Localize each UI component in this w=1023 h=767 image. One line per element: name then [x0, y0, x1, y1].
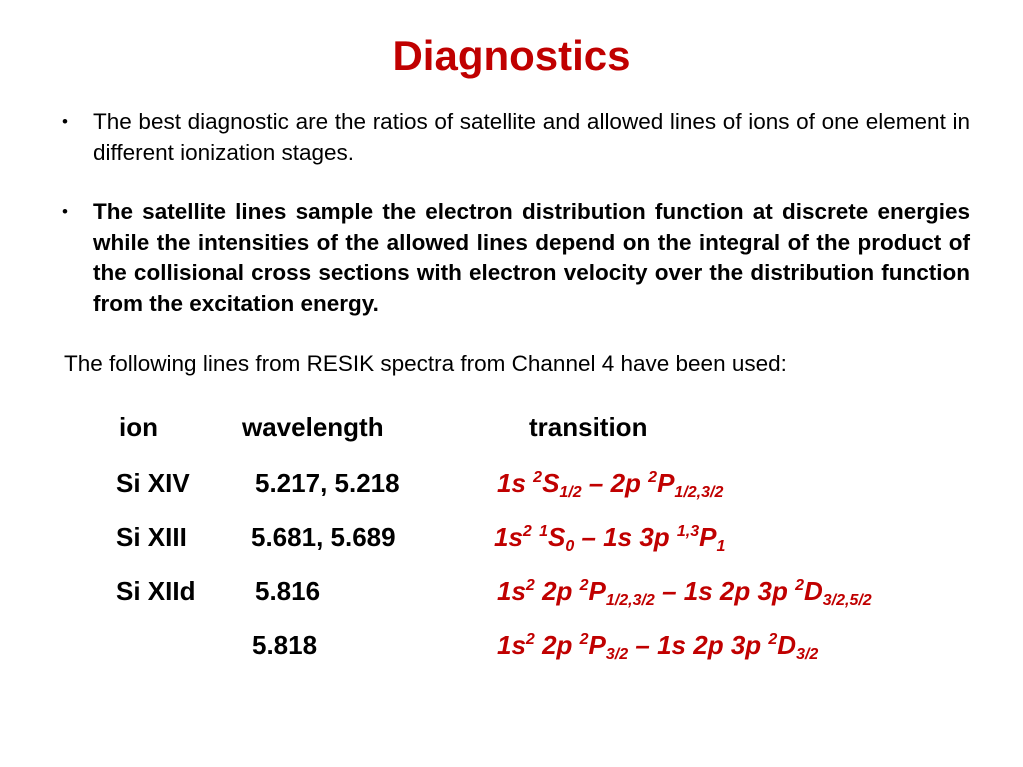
- wavelength-cell-3: 5.816: [255, 576, 321, 606]
- bullet-item-2: [62, 197, 970, 319]
- transition-cell-3: [497, 575, 872, 607]
- ion-cell-2: Si XIII: [116, 522, 187, 552]
- wavelength-cell-1: 5.217, 5.218: [255, 468, 400, 498]
- intro-text: The following lines from RESIK spectra from Channel 4 have been used:: [64, 351, 787, 376]
- slide-title: Diagnostics: [392, 32, 631, 79]
- ion-cell-3: Si XIId: [116, 576, 196, 606]
- transition-cell-2: [494, 521, 725, 553]
- wavelength-cell-4: 5.818: [252, 630, 318, 660]
- transition-text-3: $1s^2$ 2p $^2P_{1/2,3/2} - 1s$ 2p 3p $^2D_{3/2,5/2}$: [497, 576, 872, 609]
- bullet-text-2: The satellite lines sample the electron distribution function at discrete energies while the intensities of the allowed lines depend on the integral of the product of the collisional cross sections with electron velocity over the distribution function from the excitation energy.: [93, 199, 970, 316]
- header-wavelength: wavelength: [242, 412, 384, 442]
- wavelength-cell-2: 5.681, 5.689: [251, 522, 396, 552]
- bullet-marker: •: [62, 202, 68, 221]
- transition-text-1: 1s $^2S_{1/2} - 2p$ $^2P_{1/2,3/2}$: [497, 468, 724, 501]
- bullet-item-1: [62, 107, 970, 168]
- header-transition: transition: [529, 412, 648, 442]
- ion-cell-1: Si XIV: [116, 468, 190, 498]
- header-ion: ion: [119, 412, 158, 442]
- transition-text-4: $1s^2$ 2p $^2P_{3/2} - 1s$ 2p 3p $^2D_{3/2}$: [497, 630, 819, 663]
- transition-cell-1: [497, 467, 723, 499]
- transition-cell-4: [497, 629, 818, 661]
- bullet-marker: •: [62, 112, 68, 131]
- transition-text-2: $1s^2$ $^1S_0 - 1s$ 3p $^{1,3}P_1$: [494, 522, 726, 555]
- bullet-text-1: The best diagnostic are the ratios of satellite and allowed lines of ions of one element in different ionization stages.: [93, 109, 970, 165]
